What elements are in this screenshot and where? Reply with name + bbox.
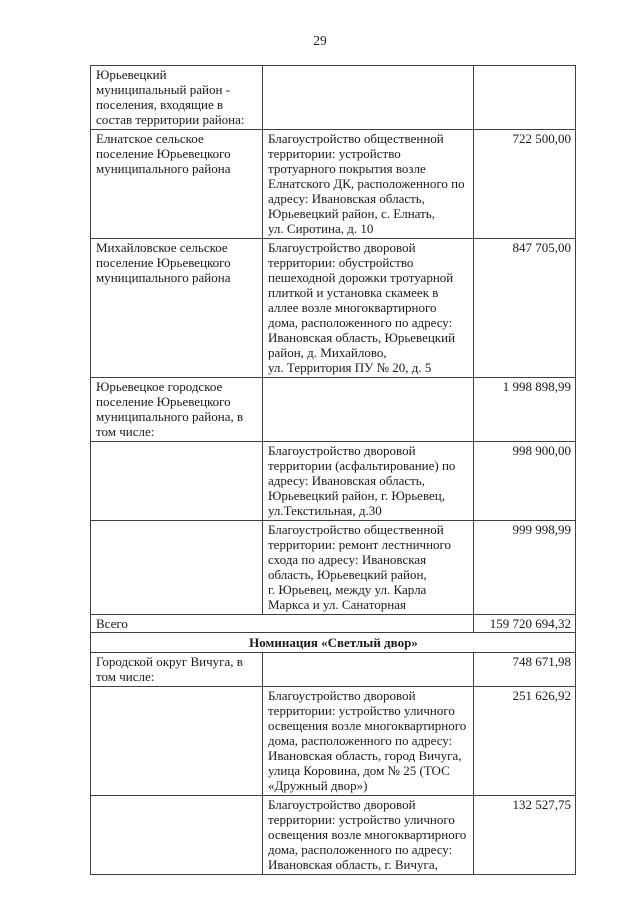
section-title: Номинация «Светлый двор» bbox=[91, 633, 576, 653]
table-row bbox=[91, 378, 576, 442]
municipality-cell bbox=[91, 687, 263, 796]
amount-cell: 847 705,00 bbox=[474, 239, 576, 378]
total-row bbox=[91, 615, 576, 633]
table-row bbox=[91, 796, 576, 875]
table-row bbox=[91, 130, 576, 239]
table-row bbox=[91, 442, 576, 521]
total-label: Всего bbox=[91, 615, 474, 633]
municipality-cell: Юрьевецкий муниципальный район - поселения, входящие в состав территории района: bbox=[91, 66, 263, 130]
table-row bbox=[91, 521, 576, 615]
municipality-cell: Юрьевецкое городское поселение Юрьевецкого муниципального района, в том числе: bbox=[91, 378, 263, 442]
amount-cell: 998 900,00 bbox=[474, 442, 576, 521]
total-amount: 159 720 694,32 bbox=[474, 615, 576, 633]
table-row bbox=[91, 653, 576, 687]
table-row bbox=[91, 239, 576, 378]
project-cell bbox=[263, 66, 474, 130]
project-cell bbox=[263, 653, 474, 687]
section-header-row bbox=[91, 633, 576, 653]
project-cell: Благоустройство дворовой территории: устройство уличного освещения возле многоквартирного дома, расположенного по адресу: Ивановская область, г. Вичуга, bbox=[263, 796, 474, 875]
municipality-cell: Михайловское сельское поселение Юрьевецкого муниципального района bbox=[91, 239, 263, 378]
municipality-cell bbox=[91, 442, 263, 521]
project-cell: Благоустройство дворовой территории (асфальтирование) по адресу: Ивановская область, Юрьевецкий район, г. Юрьевец, ул.Текстильная, д.30 bbox=[263, 442, 474, 521]
project-cell: Благоустройство дворовой территории: устройство уличного освещения возле многоквартирного дома, расположенного по адресу: Ивановская область, город Вичуга, улица Коровина, дом № 25 (ТОС «Дружный двор») bbox=[263, 687, 474, 796]
amount-cell: 722 500,00 bbox=[474, 130, 576, 239]
amount-cell: 999 998,99 bbox=[474, 521, 576, 615]
funding-table bbox=[90, 65, 576, 875]
municipality-cell bbox=[91, 521, 263, 615]
amount-cell: 132 527,75 bbox=[474, 796, 576, 875]
table-row bbox=[91, 687, 576, 796]
municipality-cell bbox=[91, 796, 263, 875]
project-cell: Благоустройство общественной территории: ремонт лестничного схода по адресу: Ивановская область, Юрьевецкий район, г. Юрьевец, между ул. Карла Маркса и ул. Санаторная bbox=[263, 521, 474, 615]
amount-cell: 1 998 898,99 bbox=[474, 378, 576, 442]
project-cell: Благоустройство общественной территории: устройство тротуарного покрытия возле Елнатского ДК, расположенного по адресу: Ивановская область, Юрьевецкий район, с. Елнать, ул. Сиротина, д. 10 bbox=[263, 130, 474, 239]
table-row bbox=[91, 66, 576, 130]
page-number: 29 bbox=[313, 33, 327, 48]
municipality-cell: Елнатское сельское поселение Юрьевецкого муниципального района bbox=[91, 130, 263, 239]
amount-cell: 251 626,92 bbox=[474, 687, 576, 796]
municipality-cell: Городской округ Вичуга, в том числе: bbox=[91, 653, 263, 687]
project-cell bbox=[263, 378, 474, 442]
amount-cell bbox=[474, 66, 576, 130]
project-cell: Благоустройство дворовой территории: обустройство пешеходной дорожки тротуарной плиткой и установка скамеек в аллее возле многоквартирного дома, расположенного по адресу: Ивановская область, Юрьевецкий район, д. Михайлово, ул. Территория ПУ № 20, д. 5 bbox=[263, 239, 474, 378]
amount-cell: 748 671,98 bbox=[474, 653, 576, 687]
